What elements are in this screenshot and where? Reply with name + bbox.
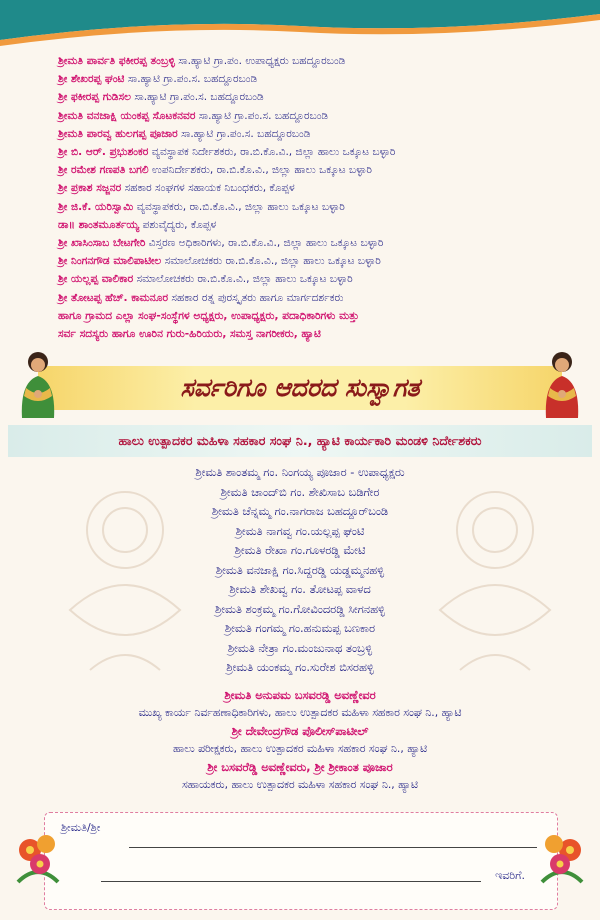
- guest-designation: ವ್ಯವಸ್ಥಾಪಕ ನಿರ್ದೇಶಕರು, ರಾ.ಬಿ.ಕೊ.ವಿ., ಜಿಲ್ಲಾ ಹಾಲು ಒಕ್ಕೂಟ ಬಳ್ಳಾರಿ: [148, 146, 396, 159]
- board-member: ಶ್ರೀಮತಿ ವನಜಾಕ್ಷಿ ಗಂ.ಸಿದ್ದರಡ್ಡಿ ಯಡ್ಡಮ್ಮನಹಳ್ಳಿ: [215, 562, 385, 577]
- flower-bouquet-right-icon: [534, 822, 590, 892]
- guest-name: ಡಾ॥ ಶಾಂತಮೂರ್ತಯ್ಯ: [58, 218, 140, 231]
- guest-line: [58, 252, 578, 270]
- official-name: ಶ್ರೀ ದೇವೇಂದ್ರಗೌಡ ಪೊಲೀಸ್‌ಪಾಟೀಲ್: [231, 724, 369, 738]
- official-name: ಶ್ರೀಮತಿ ಅನುಪಮ ಬಸವರಡ್ಡಿ ಅವಣ್ಣೇವರ: [224, 688, 376, 702]
- guest-line: [58, 88, 578, 106]
- guest-name: ಶ್ರೀ ತೋಟಪ್ಪ ಹೆಚ್. ಕಾಮನೂರ: [58, 291, 169, 304]
- board-member: ಶ್ರೀಮತಿ ಶಾಂತಮ್ಮ ಗಂ. ನಿಂಗಯ್ಯ ಪೂಜಾರ - ಉಪಾಧ್ಯಕ್ಷರು: [195, 465, 405, 479]
- guest-designation: ವ್ಯವಸ್ಥಾಪಕರು, ರಾ.ಬಿ.ಕೊ.ವಿ., ಜಿಲ್ಲಾ ಹಾಲು ಒಕ್ಕೂಟ ಬಳ್ಳಾರಿ: [133, 200, 345, 213]
- invitee-name-line-2: [101, 881, 481, 882]
- welcome-text: ಸರ್ವರಿಗೂ ಆದರದ ಸುಸ್ವಾಗತ: [180, 373, 420, 402]
- guest-line: [58, 216, 578, 234]
- guest-line: [58, 143, 578, 161]
- board-member: ಶ್ರೀಮತಿ ಗಂಗಮ್ಮ ಗಂ.ಹನುಮಪ್ಪ ಬಣಕಾರ: [224, 621, 376, 635]
- guest-line: [58, 161, 578, 179]
- guest-designation: ಸಮಾಲೋಚಕರು ರಾ.ಬಿ.ಕೊ.ವಿ., ಜಿಲ್ಲಾ ಹಾಲು ಒಕ್ಕೂಟ ಬಳ್ಳಾರಿ: [133, 273, 353, 286]
- guest-name: ಶ್ರೀ ನಿಂಗನಗೌಡ ಮಾಲಿಪಾಟೀಲ: [58, 255, 162, 268]
- guest-designation: ಸಾ.ಹ್ಯಾಟಿ ಗ್ರಾ.ಪಂ.ಸ. ಬಹದ್ದೂರಬಂಡಿ: [195, 109, 329, 122]
- flower-bouquet-left-icon: [10, 822, 66, 892]
- board-member: ಶ್ರೀಮತಿ ಶೇಖವ್ವ ಗಂ. ತೋಟಪ್ಪ ವಾಳದ: [229, 582, 371, 596]
- board-members-list: [0, 463, 600, 678]
- welcoming-lady-left-icon: [8, 348, 68, 418]
- guest-designation: ಸಾ.ಹ್ಯಾಟಿ ಗ್ರಾ.ಪಂ.ಸ. ಬಹದ್ದೂರಬಂಡಿ: [177, 127, 311, 140]
- guest-line: [58, 289, 578, 307]
- officials-list: [0, 686, 600, 794]
- board-member: ಶ್ರೀಮತಿ ಶಂಕ್ರಮ್ಮ ಗಂ.ಗೋವಿಂದರಡ್ಡಿ ಸೀಗನಹಳ್ಳಿ: [215, 601, 385, 616]
- board-title-band: [8, 425, 592, 457]
- guest-name: ಶ್ರೀ ಖಾಸಿಂಸಾಬ ಬೇಟಗೇರಿ: [58, 237, 146, 250]
- guest-designation: ಪಶುವೈದ್ಯರು, ಕೊಪ್ಪಳ: [139, 218, 217, 231]
- invitee-suffix: ಇವರಿಗೆ.: [495, 869, 525, 882]
- guest-designation: ಸಹಕಾರ ರತ್ನ ಪುರಸ್ಕೃತರು ಹಾಗೂ ಮಾರ್ಗದರ್ಶಕರು: [168, 291, 344, 304]
- closing-line: ಹಾಗೂ ಗ್ರಾಮದ ಎಲ್ಲಾ ಸಂಘ-ಸಂಸ್ಥೆಗಳ ಅಧ್ಯಕ್ಷರು, ಉಪಾಧ್ಯಕ್ಷರು, ಪದಾಧಿಕಾರಿಗಳು ಮತ್ತು: [58, 309, 360, 322]
- guest-designation: ಸಮಾಲೋಚಕರು ರಾ.ಬಿ.ಕೊ.ವಿ., ಜಿಲ್ಲಾ ಹಾಲು ಒಕ್ಕೂಟ ಬಳ್ಳಾರಿ: [161, 255, 381, 268]
- board-member: ಶ್ರೀಮತಿ ನಾಗವ್ವ ಗಂ.ಯಲ್ಲಪ್ಪ ಘಂಟಿ: [235, 523, 365, 538]
- board-title: ಹಾಲು ಉತ್ಪಾದಕರ ಮಹಿಳಾ ಸಹಕಾರ ಸಂಘ ನಿ., ಹ್ಯಾಟಿ ಕಾರ್ಯಕಾರಿ ಮಂಡಳಿ ನಿರ್ದೇಶಕರು: [118, 433, 482, 448]
- official-designation: ಸಹಾಯಕರು, ಹಾಲು ಉತ್ಪಾದಕರ ಮಹಿಳಾ ಸಹಕಾರ ಸಂಘ ನಿ., ಹ್ಯಾಟಿ: [182, 778, 418, 791]
- guest-name: ಶ್ರೀಮತಿ ವನಜಾಕ್ಷಿ ಯಂಕಪ್ಪ ಸೊಟಕನವರ: [58, 109, 196, 122]
- guest-name: ಶ್ರೀಮತಿ ಪಾರ್ವತಿ ಫಕೀರಪ್ಪ ತಂಬ್ರಳ್ಳಿ: [58, 55, 175, 67]
- board-member: ಶ್ರೀಮತಿ ರೇಖಾ ಗಂ.ಗೂಳರಡ್ಡಿ ಮೇಟಿ: [234, 543, 366, 557]
- guest-designation: ವಿಸ್ತರಣ ಅಧಿಕಾರಿಗಳು, ರಾ.ಬಿ.ಕೊ.ವಿ., ಜಿಲ್ಲಾ ಹಾಲು ಒಕ್ಕೂಟ ಬಳ್ಳಾರಿ: [145, 237, 384, 250]
- guest-name: ಶ್ರೀ ಪ್ರಕಾಶ ಸಜ್ಜನರ: [58, 182, 122, 195]
- guest-name: ಶ್ರೀ ಶೇಖರಪ್ಪ ಘಂಟಿ: [58, 73, 125, 86]
- guest-name: ಶ್ರೀ ಫಕೀರಪ್ಪ ಗುಡಿಸಲ: [58, 91, 131, 104]
- welcoming-lady-right-icon: [532, 348, 592, 418]
- guest-line: [58, 70, 578, 88]
- guest-line: [58, 234, 578, 252]
- guest-designation: ಸಾ.ಹ್ಯಾಟಿ ಗ್ರಾ.ಪಂ.ಸ. ಬಹದ್ದೂರಬಂಡಿ: [124, 73, 258, 86]
- guest-list: [58, 52, 578, 343]
- invitee-name-line-1: [129, 847, 537, 848]
- welcome-banner: [38, 366, 562, 410]
- official-designation: ಹಾಲು ಪರೀಕ್ಷಕರು, ಹಾಲು ಉತ್ಪಾದಕರ ಮಹಿಳಾ ಸಹಕಾರ ಸಂಘ ನಿ., ಹ್ಯಾಟಿ: [172, 742, 428, 755]
- guest-name: ಶ್ರೀ ಜಿ.ಕೆ. ಯರಿಸ್ವಾಮಿ: [58, 200, 134, 213]
- guest-designation: ಸಾ.ಹ್ಯಾಟಿ ಗ್ರಾ.ಪಂ. ಉಪಾಧ್ಯಕ್ಷರು ಬಹದ್ದೂರಬಂಡಿ: [174, 55, 346, 67]
- guest-line: [58, 52, 578, 70]
- guest-line: [58, 198, 578, 216]
- official-name: ಶ್ರೀ ಬಸವರೆಡ್ಡಿ ಅವಣ್ಣೇವರು, ಶ್ರೀ ಶ್ರೀಕಾಂತ ಪೂಜಾರ: [207, 760, 393, 774]
- guest-name: ಶ್ರೀಮತಿ ಪಾರವ್ವ ಹುಲಗಪ್ಪ ಪೂಜಾರ: [58, 127, 178, 140]
- closing-line: ಸರ್ವ ಸದಸ್ಯರು ಹಾಗೂ ಊರಿನ ಗುರು-ಹಿರಿಯರು, ಸಮಸ್ತ ನಾಗರೀಕರು, ಹ್ಯಾಟಿ: [58, 328, 321, 341]
- guest-name: ಶ್ರೀ ಯಲ್ಲಪ್ಪ ವಾಲಿಕಾರ: [58, 273, 134, 286]
- official-designation: ಮುಖ್ಯ ಕಾರ್ಯ ನಿರ್ವಹಣಾಧಿಕಾರಿಗಳು, ಹಾಲು ಉತ್ಪಾದಕರ ಮಹಿಳಾ ಸಹಕಾರ ಸಂಘ ನಿ., ಹ್ಯಾಟಿ: [138, 706, 462, 719]
- guest-designation: ಸಹಕಾರ ಸಂಘಗಳ ಸಹಾಯಕ ನಿಬಂಧಕರು, ಕೊಪ್ಪಳ: [121, 182, 295, 195]
- board-member: ಶ್ರೀಮತಿ ಚಾಂದ್‌ಬಿ ಗಂ. ಶೇಖಿಸಾಬ ಬಡಿಗೇರ: [220, 484, 380, 499]
- guest-line: [58, 179, 578, 197]
- guest-name: ಶ್ರೀ ರಮೇಶ ಗಣಪತಿ ಬಗಲಿ: [58, 164, 149, 177]
- top-decor-band: [0, 0, 600, 46]
- guest-line: [58, 107, 578, 125]
- invitee-label: ಶ್ರೀಮತಿ/ಶ್ರೀ: [61, 821, 101, 834]
- board-member: ಶ್ರೀಮತಿ ನೇತ್ರಾ ಗಂ.ಮಂಜುನಾಥ ತಂಬ್ರಳ್ಳಿ: [227, 640, 373, 655]
- guest-designation: ಉಪನಿರ್ದೇಶಕರು, ರಾ.ಬಿ.ಕೊ.ವಿ., ಜಿಲ್ಲಾ ಹಾಲು ಒಕ್ಕೂಟ ಬಳ್ಳಾರಿ: [148, 164, 372, 177]
- board-member: ಶ್ರೀಮತಿ ಚೆನ್ನಮ್ಮ ಗಂ.ನಾಗರಾಜ ಬಹದ್ದೂರ್‌ಬಂಡಿ: [211, 504, 389, 518]
- guest-name: ಶ್ರೀ ಬಿ. ಆರ್. ಪ್ರಭುಶಂಕರ: [58, 146, 149, 159]
- invitee-slip: [44, 812, 558, 910]
- guest-designation: ಸಾ.ಹ್ಯಾಟಿ ಗ್ರಾ.ಪಂ.ಸ. ಬಹದ್ದೂರಬಂಡಿ: [130, 91, 264, 104]
- guest-line: [58, 125, 578, 143]
- board-member: ಶ್ರೀಮತಿ ಯಂಕಮ್ಮ ಗಂ.ಸುರೇಶ ಬಿಸರಹಳ್ಳಿ: [226, 660, 374, 674]
- guest-line: [58, 270, 578, 288]
